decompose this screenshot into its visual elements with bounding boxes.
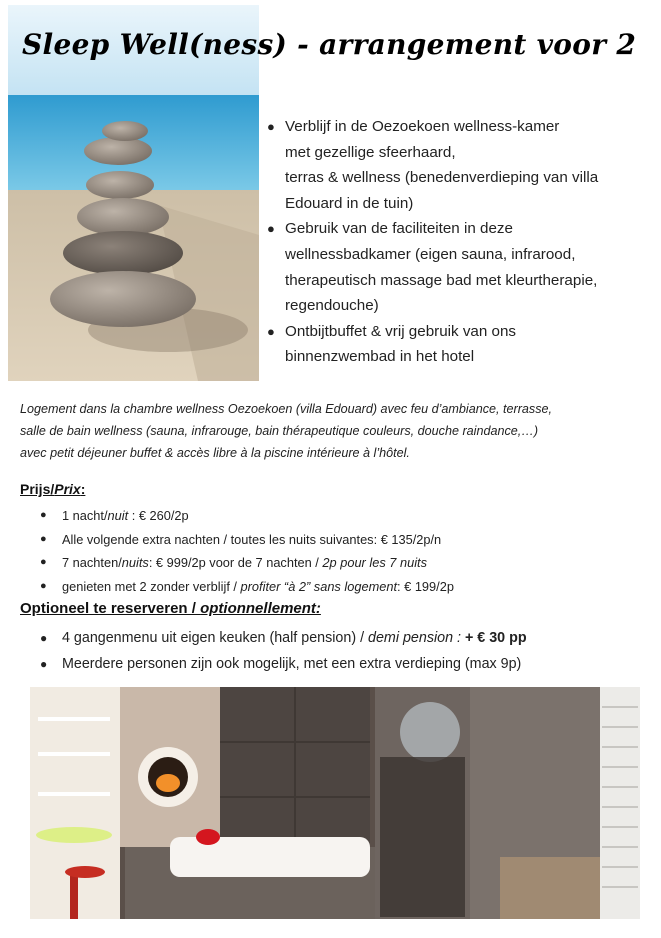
feature-line: met gezellige sfeerhaard, [285,143,456,161]
bullet-icon: ● [267,221,275,237]
price-text: nuits [121,555,149,570]
optional-text: Meerdere personen zijn ook mogelijk, met een extra verdieping (max 9p) [62,656,522,672]
bullet-icon: ● [267,323,275,339]
optional-heading: Optioneel te reserveren / optionnellement: [20,600,321,617]
price-text: nuit [107,508,129,523]
stacked-stones-photo [8,5,259,381]
optional-item [40,625,650,651]
wellness-bathroom-photo [30,687,640,919]
feature-line: Edouard in de tuin) [285,194,414,212]
bullet-icon: ● [40,579,47,592]
bullet-icon: ● [40,556,47,568]
price-text: : € 199/2p [397,578,454,594]
price-text: profiter “à 2” sans logement [240,578,398,594]
feature-item [265,319,650,370]
price-text: genieten met 2 zonder verblijf / [62,578,241,594]
feature-line: terras & wellness (benedenverdieping van villa [285,169,599,187]
price-text: 2p pour les 7 nuits [322,555,427,570]
feature-line: binnenzwembad in het hotel [285,348,475,366]
feature-line: Verblijf in de Oezoekoen wellness-kamer [285,118,560,135]
feature-item [265,114,650,216]
price-text: Alle volgende extra nachten / toutes les nuits suivantes: € 135/2p/n [62,531,442,547]
optional-list [40,625,650,677]
french-description [20,398,650,464]
price-text: 1 nacht/ [62,508,108,523]
bullet-icon: ● [40,631,48,645]
price-item [40,551,640,575]
price-item [40,575,640,599]
french-line: salle de bain wellness (sauna, infrarouge, bain thérapeutique couleurs, douche raindance,…) [20,424,539,438]
optional-text: demi pension : [368,630,465,646]
feature-line: Ontbijtbuffet & vrij gebruik van ons [285,322,517,340]
french-line: Logement dans la chambre wellness Oezoekoen (villa Edouard) avec feu d’ambiance, terrasse, [20,402,553,416]
feature-item [265,216,650,318]
price-list [40,504,640,598]
feature-line: regendouche) [285,297,379,315]
bullet-icon: ● [40,509,47,521]
price-item [40,528,640,552]
bullet-icon: ● [267,119,275,134]
optional-text: 4 gangenmenu uit eigen keuken (half pension) / [62,630,369,646]
dutch-feature-list [265,114,650,370]
feature-line: wellnessbadkamer (eigen sauna, infrarood, [285,245,576,263]
price-heading: Prijs/Prix: [20,481,86,497]
price-text: 7 nachten/ [62,555,122,570]
page-title: Sleep Well(ness) - arrangement voor 2 [22,28,637,61]
price-text: : € 260/2p [128,508,189,523]
bullet-icon: ● [40,657,48,671]
bullet-icon: ● [40,532,47,545]
feature-line: therapeutisch massage bad met kleurtherapie, [285,271,598,289]
optional-item [40,651,650,677]
feature-line: Gebruik van de faciliteiten in deze [285,220,513,238]
french-line: avec petit déjeuner buffet & accès libre à la piscine intérieure à l’hôtel. [20,446,410,460]
price-text: : € 999/2p voor de 7 nachten / [148,555,323,570]
optional-text: + € 30 pp [464,630,527,646]
price-item [40,504,640,528]
